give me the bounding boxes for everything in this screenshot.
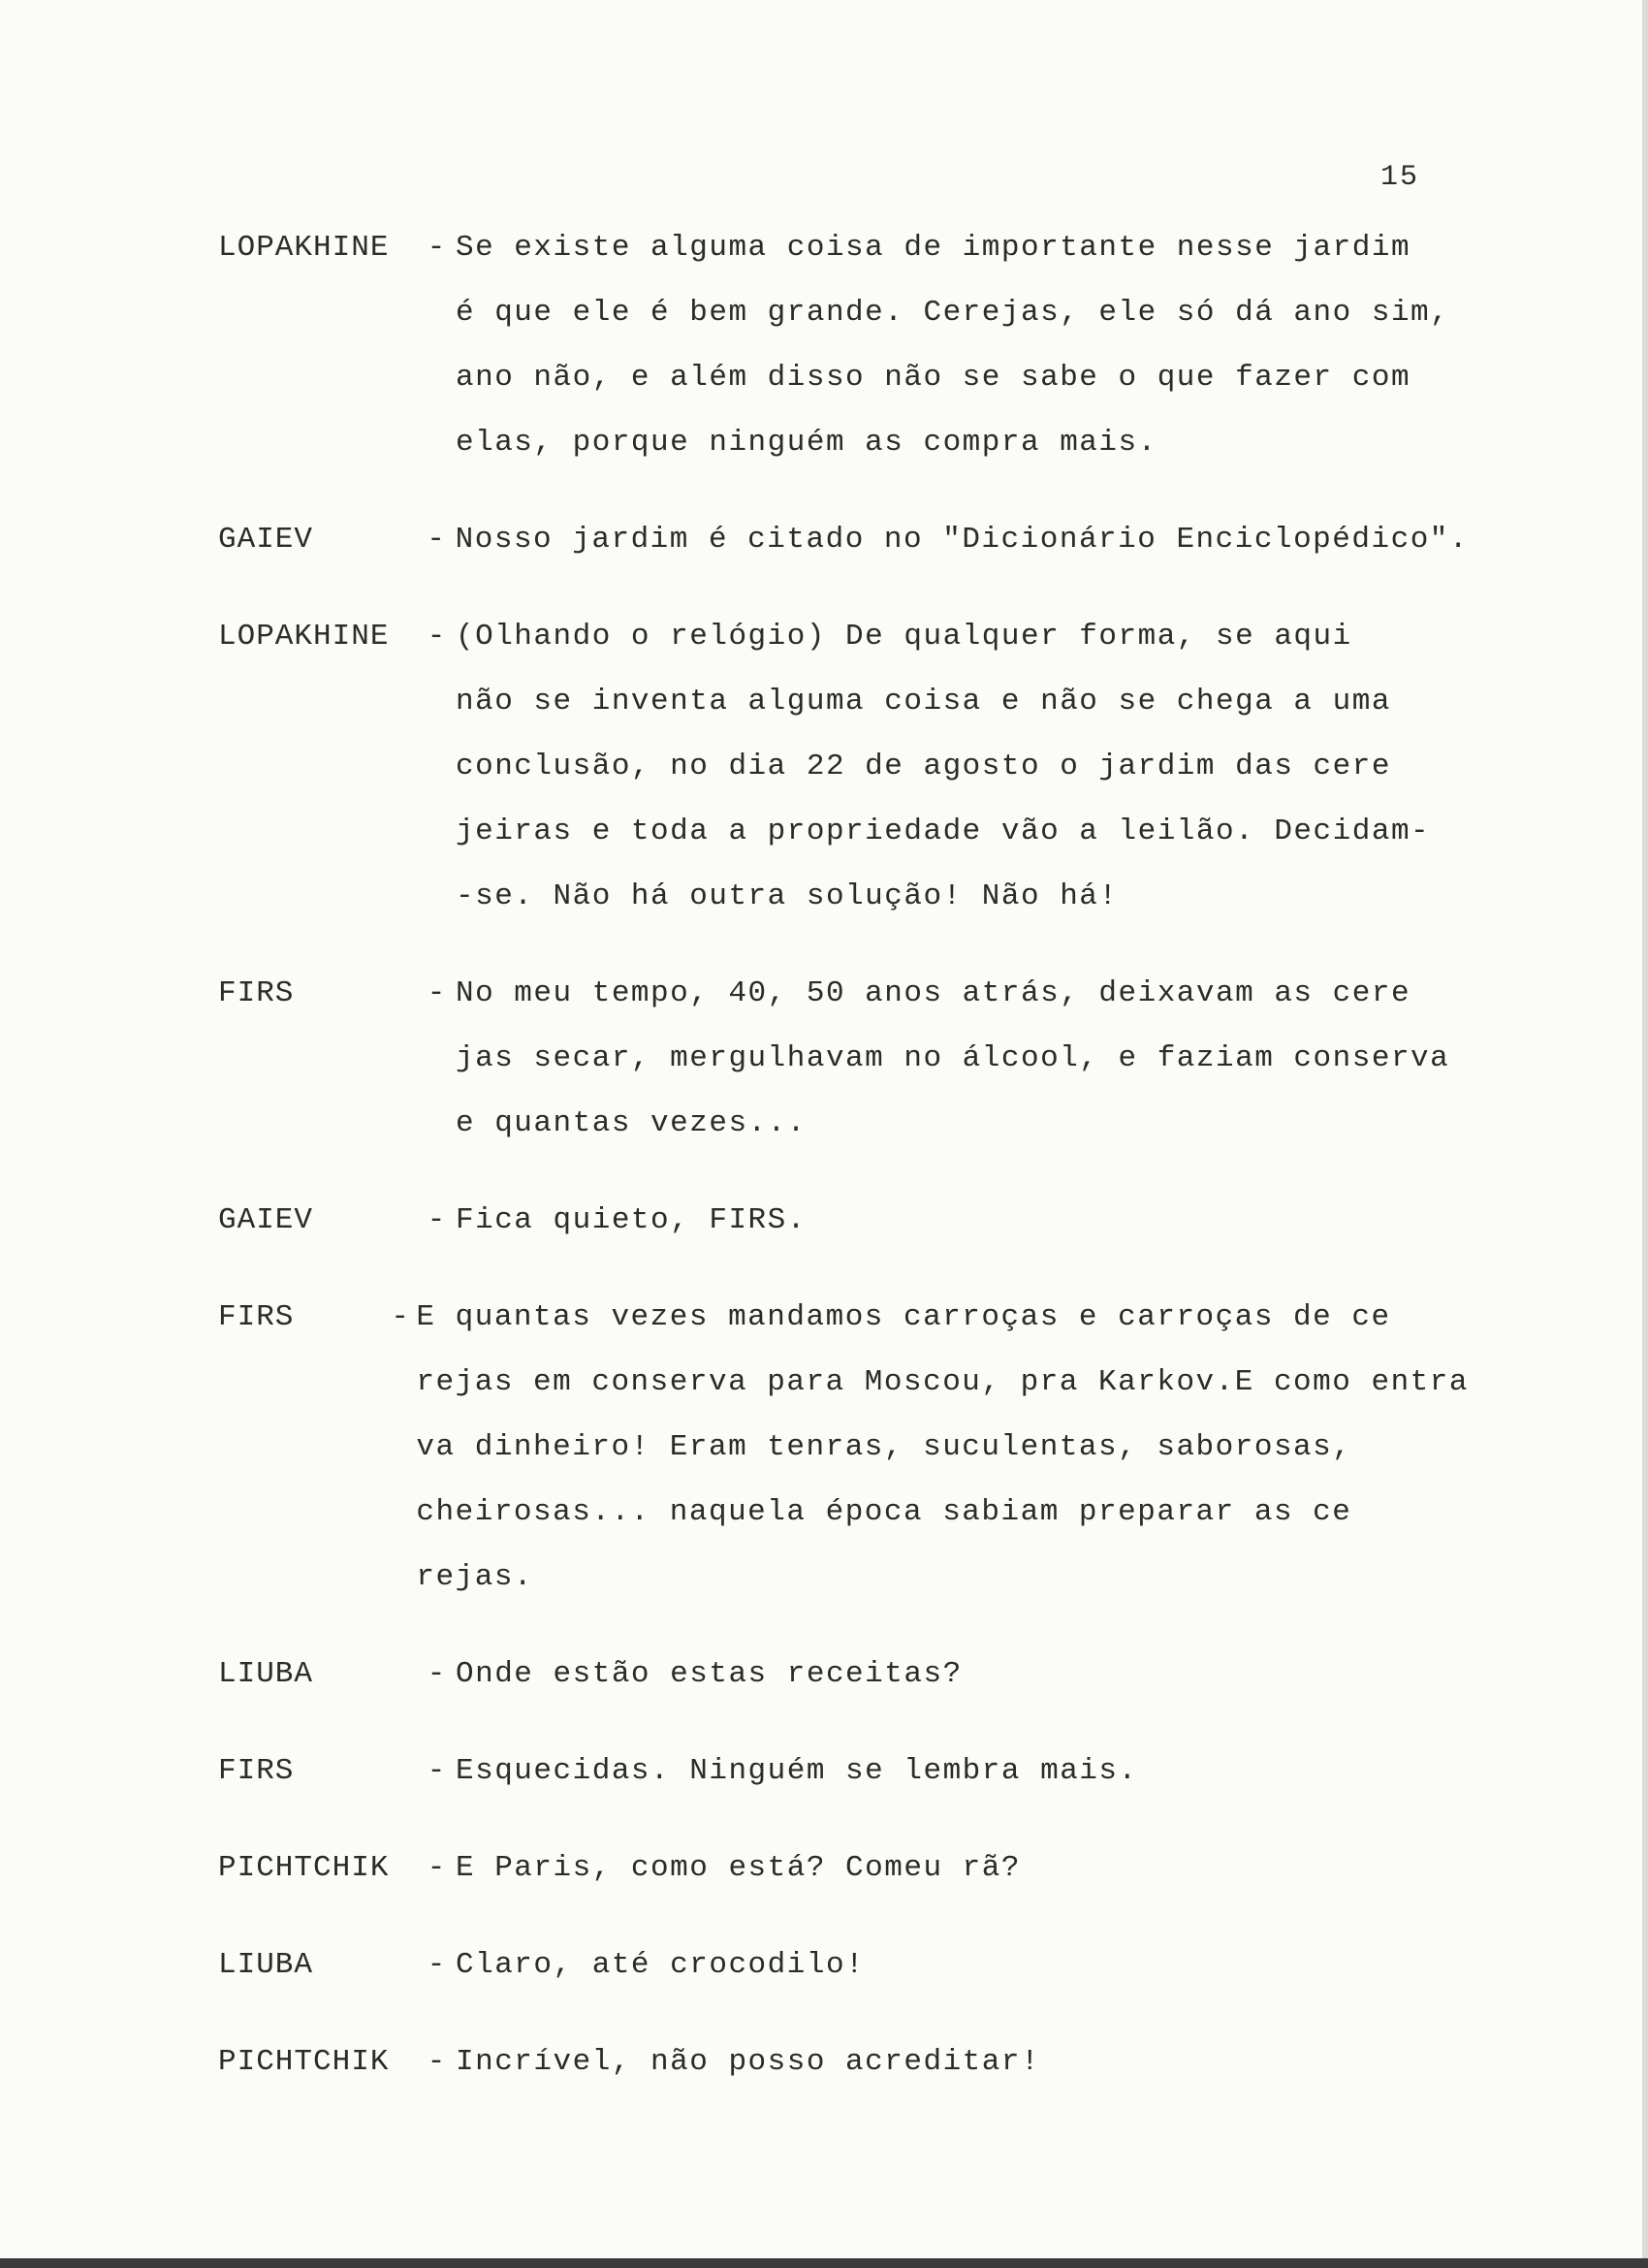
speech-line: Esquecidas. Ninguém se lembra mais.: [456, 1754, 1138, 1788]
speaker-dash: -: [391, 1300, 410, 1334]
speaker-name: PICHTCHIK: [218, 1851, 390, 1885]
speech-line: -se. Não há outra solução! Não há!: [456, 879, 1119, 913]
speech-line: não se inventa alguma coisa e não se chega a uma: [456, 685, 1391, 719]
dialogue-entry: [218, 2029, 1469, 2094]
dialogue-entry: [218, 1933, 1469, 1997]
speaker-name: LIUBA: [218, 1657, 314, 1691]
speech-line: E Paris, como está? Comeu rã?: [456, 1851, 1021, 1885]
speaker-dash: -: [427, 523, 445, 557]
page-number: 15: [1380, 161, 1420, 194]
speaker-name: FIRS: [218, 976, 295, 1010]
speaker-name: PICHTCHIK: [218, 2045, 390, 2079]
speech-line: rejas.: [416, 1560, 534, 1594]
speech-line: Incrível, não posso acreditar!: [456, 2045, 1041, 2079]
speaker-dash: -: [427, 1851, 446, 1885]
speech-line: jas secar, mergulhavam no álcool, e faziam conserva: [456, 1041, 1450, 1075]
speech-text: [456, 507, 1469, 572]
speech-text: [416, 1285, 1469, 1610]
speech-line: Claro, até crocodilo!: [456, 1948, 866, 1982]
speaker-name: GAIEV: [218, 1203, 314, 1237]
speech-text: [456, 961, 1469, 1156]
speech-text: [456, 1642, 1469, 1707]
dialogue-entry: [218, 1836, 1469, 1901]
speech-line: Fica quieto, FIRS.: [456, 1203, 807, 1237]
speech-text: [456, 215, 1469, 475]
speech-text: [456, 1739, 1469, 1804]
speech-line: e quantas vezes...: [456, 1106, 807, 1140]
speaker-dash: -: [427, 620, 446, 654]
speaker-dash: -: [427, 1203, 446, 1237]
speaker-dash: -: [427, 2045, 446, 2079]
dialogue-entry: [218, 1285, 1469, 1610]
dialogue-entry: [218, 507, 1469, 572]
speech-line: E quantas vezes mandamos carroças e carroças de ce: [416, 1300, 1391, 1334]
dialogue-entry: [218, 961, 1469, 1156]
speech-line: cheirosas... naquela época sabiam preparar as ce: [416, 1495, 1352, 1529]
page-bottom-edge: [0, 2258, 1648, 2268]
dialogue-entry: [218, 1739, 1469, 1804]
speech-text: [456, 1188, 1469, 1253]
dialogue-entry: [218, 1642, 1469, 1707]
speech-line: Se existe alguma coisa de importante nesse jardim: [456, 231, 1411, 265]
page-edge: [1642, 0, 1648, 2268]
speech-line: va dinheiro! Eram tenras, suculentas, saborosas,: [416, 1430, 1352, 1464]
speech-line: conclusão, no dia 22 de agosto o jardim das cere: [456, 750, 1391, 783]
dialogue-entry: [218, 215, 1469, 475]
speech-line: é que ele é bem grande. Cerejas, ele só dá ano sim,: [456, 296, 1450, 330]
speaker-dash: -: [427, 1754, 446, 1788]
speech-line: (Olhando o relógio) De qualquer forma, se aqui: [456, 620, 1352, 654]
speech-text: [456, 604, 1469, 929]
speech-line: Onde estão estas receitas?: [456, 1657, 963, 1691]
speaker-name: FIRS: [218, 1300, 295, 1334]
dialogue-entry: [218, 604, 1469, 929]
speech-line: rejas em conserva para Moscou, pra Karkov.E como entra: [416, 1365, 1469, 1399]
speech-line: Nosso jardim é citado no "Dicionário Enciclopédico".: [455, 523, 1469, 557]
speaker-name: LIUBA: [218, 1948, 314, 1982]
speaker-dash: -: [427, 1657, 446, 1691]
speaker-dash: -: [427, 1948, 446, 1982]
speech-line: jeiras e toda a propriedade vão a leilão. Decidam-: [456, 815, 1431, 848]
dialogue-list: [218, 215, 1469, 2126]
speaker-dash: -: [427, 231, 446, 265]
speaker-name: FIRS: [218, 1754, 295, 1788]
speech-line: No meu tempo, 40, 50 anos atrás, deixavam as cere: [456, 976, 1411, 1010]
dialogue-entry: [218, 1188, 1469, 1253]
speaker-name: LOPAKHINE: [218, 231, 390, 265]
speech-text: [456, 1933, 1469, 1997]
speaker-name: GAIEV: [218, 523, 314, 557]
speech-text: [456, 2029, 1469, 2094]
speaker-name: LOPAKHINE: [218, 620, 390, 654]
speech-text: [456, 1836, 1469, 1901]
speech-line: ano não, e além disso não se sabe o que fazer com: [456, 361, 1411, 395]
speaker-dash: -: [427, 976, 446, 1010]
speech-line: elas, porque ninguém as compra mais.: [456, 426, 1157, 460]
